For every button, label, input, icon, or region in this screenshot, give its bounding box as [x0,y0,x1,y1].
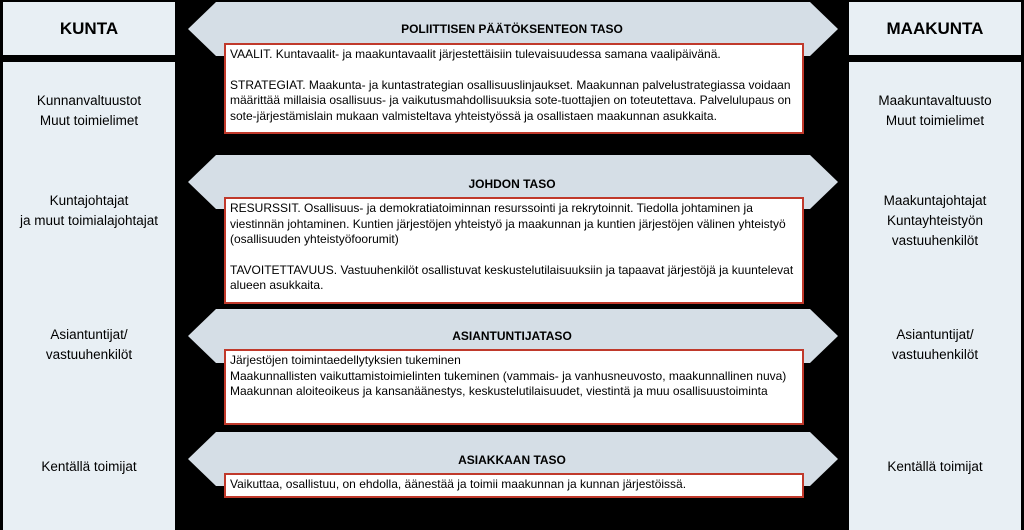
level-title-expert: ASIANTUNTIJATASO [452,329,572,343]
maakunta-label-political: Maakuntavaltuusto Muut toimielimet [878,93,992,128]
kunta-label-management: Kuntajohtajat ja muut toimialajohtajat [19,193,159,228]
maakunta-label-field: Kentällä toimijat [887,459,983,474]
political-paragraph-vaalit: VAALIT. Kuntavaalit- ja maakuntavaalit järjestettäisiin tulevaisuudessa samana vaalipäivänä. [230,47,721,61]
management-content-box [224,197,804,304]
kunta-label-expert: Asiantuntijat/ vastuuhenkilöt [45,327,133,362]
management-paragraph-tavoitettavuus: TAVOITETTAVUUS. Vastuuhenkilöt osallistuvat keskustelutilaisuuksiin ja tapaavat järjestöjä ja kuuntelevat alueen asukkaita. [230,262,794,292]
kunta-label-field: Kentällä toimijat [41,459,137,474]
political-paragraph-strategiat: STRATEGIAT. Maakunta- ja kuntastrategian osallisuuslinjaukset. Maakunnan palvelustrategiassa voidaan määrittää millaisia osallisuus- ja vaikutusmahdollisuuksia sote-tuottajien on toteutettava. Palvelulupaus on sote-järjestämislain mukaan valmisteltava yhteistyössä ja osallistaen maakunnan asukkaita. [230,77,791,123]
maakunta-label-management: Maakuntajohtajat Kuntayhteistyön vastuuhenkilöt [883,193,987,248]
customer-content-box [224,473,804,498]
level-title-customer: ASIAKKAAN TASO [458,453,566,467]
expert-paragraph: Järjestöjen toimintaedellytyksien tukeminen Maakunnallisten vaikuttamistoimielinten tukeminen (vammais- ja vanhusneuvosto, maakunnallinen nuva) Maakunnan aloiteoikeus ja kansanäänestys, keskustelutilaisuudet, viestintä ja muu osallisuustoiminta [230,353,787,398]
level-title-management: JOHDON TASO [468,177,556,191]
political-content-box [224,43,804,134]
kunta-label-political: Kunnanvaltuustot Muut toimielimet [36,93,142,128]
expert-content-box [224,349,804,425]
management-paragraph-resurssit: RESURSSIT. Osallisuus- ja demokratiatoiminnan resurssointi ja rekrytoinnit. Tiedolla johtaminen ja viestinnän johtaminen. Kuntien järjestöjen yhteistyö ja maakunnan ja kuntien järjestöjen välinen yhteistyö (osallisuuden yhteistyöfoorumit) [230,201,786,246]
level-title-political: POLIITTISEN PÄÄTÖKSENTEON TASO [401,22,623,36]
kunta-header: KUNTA [3,2,175,55]
maakunta-header: MAAKUNTA [849,2,1021,55]
customer-paragraph: Vaikuttaa, osallistuu, on ehdolla, äänestää ja toimii maakunnan ja kunnan järjestöissä. [230,477,687,491]
maakunta-label-expert: Asiantuntijat/ vastuuhenkilöt [891,327,979,362]
